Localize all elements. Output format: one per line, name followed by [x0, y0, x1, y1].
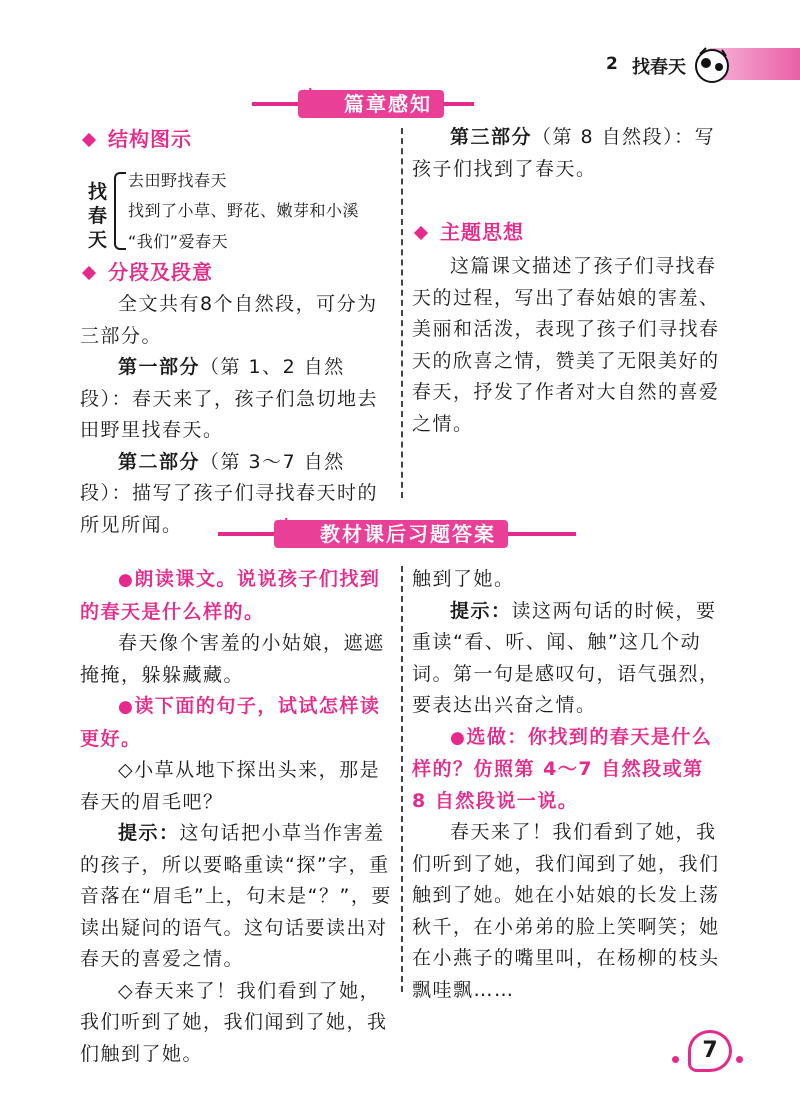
answer-1: 春天像个害羞的小姑娘，遮遮掩掩，躲躲藏藏。	[80, 632, 385, 686]
chapter-number: 2	[606, 54, 618, 74]
part-3: 第三部分（第 8 自然段）：写孩子们找到了春天。	[412, 126, 716, 180]
diagram-item: 找到了小草、野花、嫩芽和小溪	[128, 201, 360, 220]
hint-2: 提示：读这两句话的时候，要重读“看、听、闻、触”这几个动词。第一句是感叹句，语气强烈，要表达出兴奋之情。	[412, 599, 720, 716]
section-title: 教材课后习题答案	[274, 520, 508, 548]
chapter-title: 找春天	[632, 57, 686, 78]
structure-heading: 结构图示	[78, 123, 192, 156]
column-divider	[401, 566, 403, 992]
mascot-icon	[692, 44, 732, 84]
question-3: ●选做：你找到的春天是什么样的？仿照第 4～7 自然段或第 8 自然段说一说。	[412, 725, 713, 812]
answers-right-column	[412, 564, 726, 1006]
page-dot	[672, 1056, 679, 1063]
bullet-icon: ●	[118, 570, 135, 590]
bullet-icon: ●	[450, 727, 467, 748]
theme-text: 这篇课文描述了孩子们寻找春天的过程，写出了春姑娘的害羞、美丽和活泼，表现了孩子们寻找春天的欣喜之情，赞美了无限美好的春天，抒发了作者对大自然的喜爱之情。	[412, 255, 720, 435]
diagram-item: 去田野找春天	[128, 171, 228, 190]
diagram-brace	[114, 172, 126, 250]
page-number: 7	[688, 1030, 732, 1072]
page-dot	[736, 1056, 743, 1063]
sentence-2: ◇春天来了！我们看到了她，我们听到了她，我们闻到了她，我们触到了她。	[80, 979, 388, 1065]
structure-diagram	[88, 166, 398, 258]
bullet-icon: ●	[118, 697, 135, 717]
diamond-icon	[82, 265, 96, 279]
diamond-icon	[82, 132, 96, 146]
sentence-2-continued: 触到了她。	[412, 568, 515, 590]
diagram-item: “我们”爱春天	[128, 232, 229, 251]
answers-left-column	[80, 564, 392, 1070]
answer-3: 春天来了！我们看到了她，我们听到了她，我们闻到了她，我们触到了她。她在小姑娘的长发上荡秋千，在小弟弟的脸上笑啊笑；她在小燕子的嘴里叫，在杨柳的枝头飘哇飘……	[412, 821, 720, 1001]
section-banner-answers	[218, 520, 576, 548]
section-title: 篇章感知	[298, 90, 444, 118]
theme-content	[412, 251, 726, 440]
column-divider	[401, 128, 403, 498]
sentence-1: ◇小草从地下探出头来，那是春天的眉毛吧？	[80, 759, 381, 813]
diagram-root: 找春天	[88, 181, 108, 251]
part-2: 第二部分（第 3～7 自然段）：描写了孩子们寻找春天时的所见所闻。	[80, 450, 379, 536]
part-3-content	[412, 122, 726, 185]
part-1: 第一部分（第 1、2 自然段）：春天来了，孩子们急切地去田野里找春天。	[80, 356, 379, 441]
paragraph-intro: 全文共有8个自然段，可分为三部分。	[80, 293, 378, 347]
chapter-header	[600, 44, 800, 90]
section-banner-overview	[252, 90, 474, 118]
paragraphs-heading: 分段及段意	[78, 256, 213, 289]
question-1: ●朗读课文。说说孩子们找到的春天是什么样的。	[80, 568, 381, 623]
hint-1: 提示：这句话把小草当作害羞的孩子，所以要略重读“探”字，重音落在“眉毛”上，句末是“？”，要读出疑问的语气。这句话要读出对春天的喜爱之情。	[80, 822, 392, 970]
theme-heading: 主题思想	[410, 216, 524, 249]
paragraphs-content	[80, 289, 392, 541]
question-2: ●读下面的句子，试试怎样读更好。	[80, 695, 381, 750]
diamond-icon	[414, 225, 428, 239]
